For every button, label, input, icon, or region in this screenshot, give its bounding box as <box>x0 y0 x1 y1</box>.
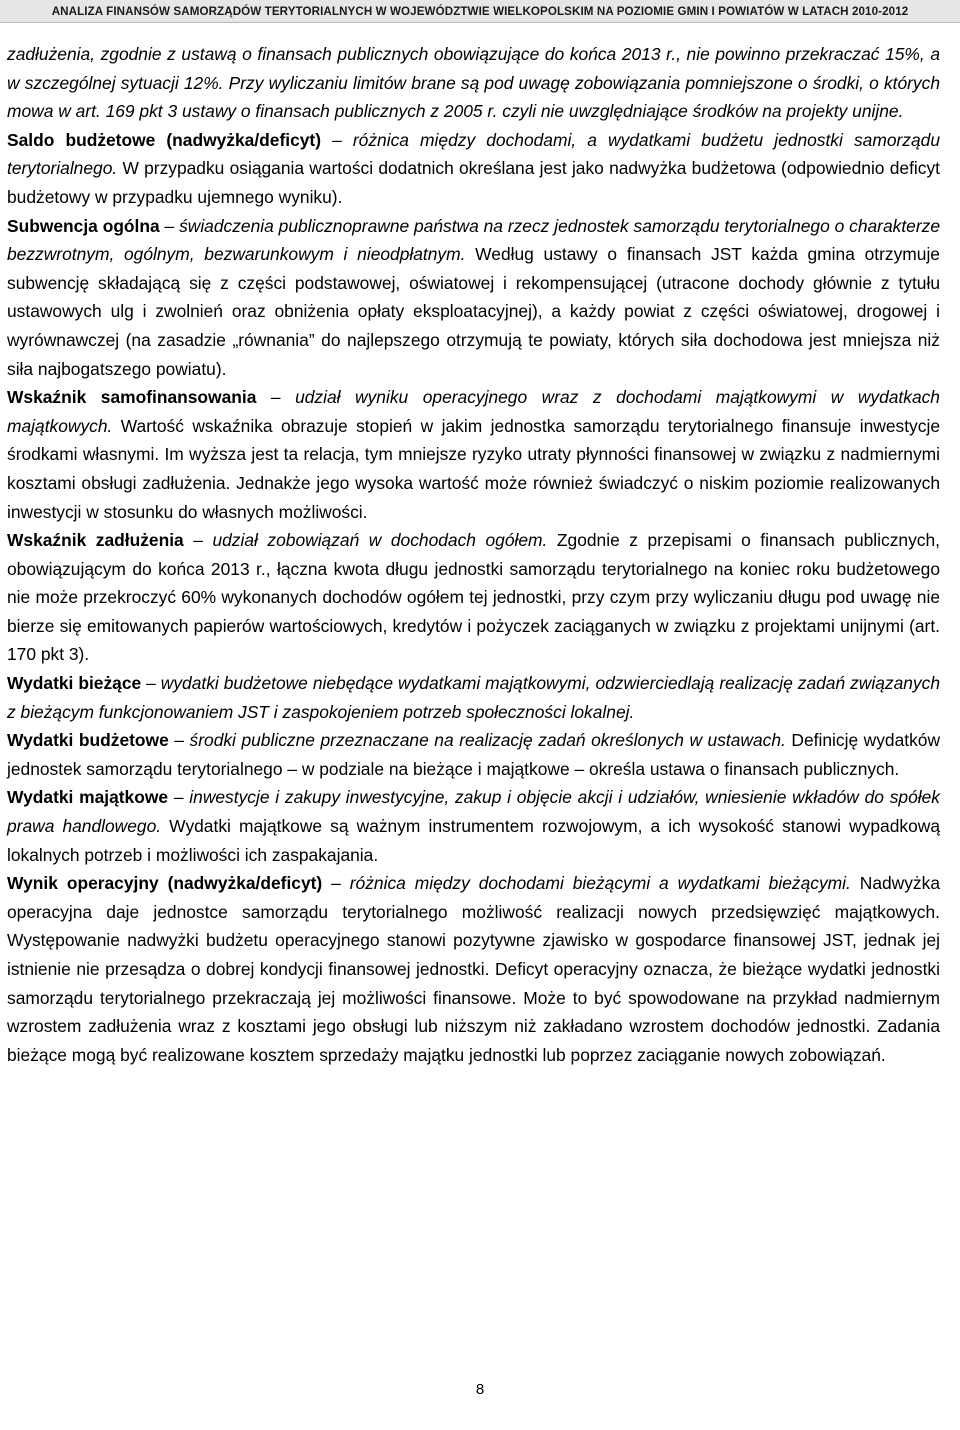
definition-saldo-budzetowe <box>7 126 940 212</box>
definition-term: Wskaźnik zadłużenia <box>7 530 184 551</box>
definition-term: Wydatki budżetowe <box>7 730 169 751</box>
definition-explanation: Wartość wskaźnika obrazuje stopień w jakim jednostka samorządu terytorialnego finansuje inwestycje środkami własnymi. Im wyższa jest ta relacja, tym mniejsze ryzyko utraty płynności finansowej w związku z nadmiernymi kosztami obsługi zadłużenia. Jednakże jego wysoka wartość może również świadczyć o niskim poziomie realizowanych inwestycji w stosunku do własnych możliwości. <box>7 415 940 522</box>
definition-text: świadczenia publicznoprawne państwa na rzecz jednostek samorządu terytorialnego o charakterze bezzwrotnym, ogólnym, bezwarunkowym i nieodpłatnym. <box>7 215 940 265</box>
definition-text: środki publiczne przeznaczane na realizację zadań określonych w ustawach. <box>189 730 786 751</box>
running-header <box>0 0 960 23</box>
definition-wskaznik-samofinansowania <box>7 383 940 526</box>
definition-explanation: Nadwyżka operacyjna daje jednostce samorządu terytorialnego możliwość realizacji nowych przedsięwzięć majątkowych. Występowanie nadwyżki budżetu operacyjnego stanowi pozytywne zjawisko w gospodarce finansowej JST, jednak jej istnienie nie przesądza o dobrej kondycji finansowej jednostki. Deficyt operacyjny oznacza, że bieżące wydatki jednostki samorządu terytorialnego przekraczają jej możliwości finansowe. Może to być spowodowane na przykład nadmiernym wzrostem zadłużenia wraz z kosztami jego obsługi lub niższym niż zakładano wzrostem dochodów jednostki. Zadania bieżące mogą być realizowane kosztem sprzedaży majątku jednostki lub poprzez zaciąganie nowych zobowiązań. <box>7 873 940 1065</box>
definition-term: Saldo budżetowe (nadwyżka/deficyt) <box>7 129 322 150</box>
definition-text: udział zobowiązań w dochodach ogółem. <box>212 530 548 551</box>
page-number: 8 <box>475 1381 485 1398</box>
definition-text: różnica między dochodami bieżącymi a wydatkami bieżącymi. <box>349 873 851 894</box>
definition-wskaznik-zadluzenia <box>7 526 940 669</box>
definition-wydatki-majatkowe <box>7 783 940 869</box>
definition-wynik-operacyjny <box>7 869 940 1069</box>
definition-dash: – <box>141 673 161 694</box>
definition-dash: – <box>322 873 350 894</box>
running-header-title: ANALIZA FINANSÓW SAMORZĄDÓW TERYTORIALNYCH W WOJEWÓDZTWIE WIELKOPOLSKIM NA POZIOMIE GMIN I POWIATÓW W LATACH 2010-2012 <box>51 4 909 18</box>
document-body <box>7 40 940 1069</box>
definition-dash: – <box>183 530 213 551</box>
definition-explanation: Według ustawy o finansach JST każda gmina otrzymuje subwencję składającą się z części podstawowej, oświatowej i rekompensującej (utracone dochody głównie z tytułu ustawowych ulg i zwolnień oraz obniżenia opłaty eksploatacyjnej), a każdy powiat z części oświatowej, drogowej i wyrównawczej (na zasadzie „równania” do najlepszego otrzymują te powiaty, których siła dochodowa jest mniejsza niż siła najbogatszego powiatu). <box>7 244 940 379</box>
definition-explanation: Wydatki majątkowe są ważnym instrumentem rozwojowym, a ich wysokość stanowi wypadkową lokalnych potrzeb i możliwości ich zaspakajania. <box>7 816 940 865</box>
definition-explanation: Zgodnie z przepisami o finansach publicznych, obowiązującym do końca 2013 r., łączna kwota długu jednostki samorządu terytorialnego na koniec roku budżetowego nie może przekroczyć 60% wykonanych dochodów ogółem tej jednostki, przy czym przy wyliczaniu długu pod uwagę nie bierze się emitowanych papierów wartościowych, kredytów i pożyczek zaciąganych w związku z projektami unijnymi (art. 170 pkt 3). <box>7 530 940 665</box>
definition-dash: – <box>256 387 296 408</box>
intro-paragraph: zadłużenia, zgodnie z ustawą o finansach publicznych obowiązujące do końca 2013 r., nie powinno przekraczać 15%, a w szczególnej sytuacji 12%. Przy wyliczaniu limitów brane są pod uwagę zobowiązania pomniejszone o środki, o których mowa w art. 169 pkt 3 ustawy o finansach publicznych z 2005 r. czyli nie uwzględniające środków na projekty unijne. <box>7 44 940 122</box>
definition-explanation: Definicję wydatków jednostek samorządu terytorialnego – w podziale na bieżące i majątkowe – określa ustawa o finansach publicznych. <box>7 730 941 779</box>
definition-text: wydatki budżetowe niebędące wydatkami majątkowymi, odzwierciedlają realizację zadań związanych z bieżącym funkcjonowaniem JST i zaspokojeniem potrzeb społeczności lokalnej. <box>7 673 940 722</box>
definition-term: Wydatki bieżące <box>7 673 142 694</box>
definition-text: inwestycje i zakupy inwestycyjne, zakup i objęcie akcji i udziałów, wniesienie wkładów do spółek prawa handlowego. <box>7 787 940 837</box>
definition-term: Subwencja ogólna <box>7 215 160 236</box>
definition-text: różnica między dochodami, a wydatkami budżetu jednostki samorządu terytorialnego. <box>7 129 940 179</box>
definition-text: udział wyniku operacyjnego wraz z dochodami majątkowymi w wydatkach majątkowych. <box>7 387 940 436</box>
definition-term: Wynik operacyjny (nadwyżka/deficyt) <box>7 873 323 894</box>
definition-term: Wydatki majątkowe <box>7 787 169 808</box>
definition-wydatki-budzetowe <box>7 726 940 783</box>
definition-wydatki-biezace <box>7 669 940 726</box>
definition-dash: – <box>168 787 190 808</box>
definition-dash: – <box>321 129 353 150</box>
definition-explanation: W przypadku osiągania wartości dodatnich określana jest jako nadwyżka budżetowa (odpowiednio deficyt budżetowy w przypadku ujemnego wyniku). <box>7 158 940 207</box>
definition-subwencja-ogolna <box>7 212 940 384</box>
definition-dash: – <box>168 730 190 751</box>
definition-term: Wskaźnik samofinansowania <box>7 387 257 408</box>
definition-dash: – <box>159 215 180 236</box>
